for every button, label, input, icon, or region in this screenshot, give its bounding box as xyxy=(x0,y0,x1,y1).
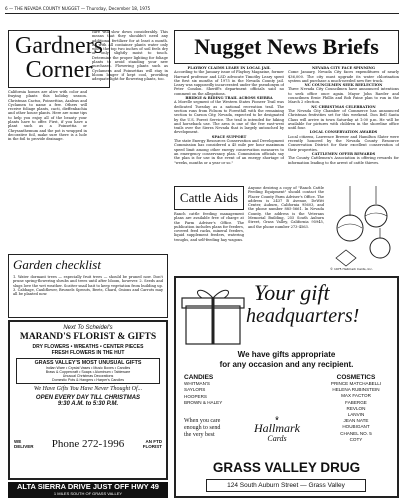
gvd-store-name: GRASS VALLEY DRUG xyxy=(212,460,361,475)
gvd-candies xyxy=(184,374,254,407)
gvd-subhead2: for any occasion and any recipient. xyxy=(219,360,354,369)
candies-item: WHITMAN'S xyxy=(184,381,210,386)
grass-valley-drug-ad xyxy=(174,276,399,498)
gardeners-corner-title-line1: Gardners xyxy=(15,33,103,59)
cosmetics-item: CHANEL NO. 5 xyxy=(340,430,372,436)
marands-gifts1: Indian Ware • Crystal Vases • Music Boxes • Candles xyxy=(45,366,131,370)
brief-5-text: Three Nevada City Councilmen have announced intentions to seek office once again. Mayor John Raeder and councilmen Ernie Phillis and Bob Paine plan to run in the March 2 election. xyxy=(288,87,399,105)
marands-tagline: We Have Gifts You Have Never Thought Of... xyxy=(33,386,143,392)
brief-2-text: A Morelle segment of the Western States Pioneer Trail was dedicated Tuesday as a national recreation trail. The section runs from Folsom to Foresthill with the remaining section to Carson City, Nevada, expected to be designated by the U.S. Forest Service. The trail is intended for hiking and horseback use. The area is one of the few east-west trails over the Sierra Nevada that is largely untouched by development. xyxy=(174,100,284,135)
candies-item: SAYLORS xyxy=(184,387,206,393)
cosmetics-item: PRINCE MATCHABELLI xyxy=(330,381,382,386)
gvd-when-line1: When you care xyxy=(184,418,221,424)
nugget-news-column2 xyxy=(288,66,399,184)
brief-8-text: The County Cattlemen's Association is offering rewards for information leading to the arrest of cattle thieves. xyxy=(288,156,399,165)
garden-checklist-box xyxy=(8,254,168,318)
gift-box-illustration xyxy=(180,284,250,348)
hallmark-cards: Cards xyxy=(267,434,287,443)
cosmetics-item: HELENA RUBINSTEIN xyxy=(332,387,380,393)
page-folio: 6 — THE NEVADA COUNTY NUGGET — Thursday, December 18, 1975 xyxy=(5,6,151,11)
garden-checklist-title: Garden checklist xyxy=(13,257,101,272)
hallmark-wordmark: Hallmark xyxy=(254,421,300,435)
brief-8-headline: CATTLEMEN OFFER REWARDS xyxy=(311,151,376,156)
brief-7-text: Local citizens, Lawrence Brewer and Hamilton Slater were recently honored by the Nevada County Resource Conservation District for their excellent conservation of their properties. xyxy=(288,134,399,152)
marands-banner-text: ALTA SIERRA DRIVE JUST OFF HWY 49 xyxy=(17,482,159,491)
brief-4-text: Come January, Nevada City faces expenditures of nearly $36,000. The city must upgrade its water chlorination system and purchase a much-needed new fire truck. xyxy=(288,70,399,83)
garden-checklist-items: 1. Water dormant trees — especially fruit trees — should be pruned now. Don't prune spring-flowering shrubs and trees until after bloom, however. 2. Seeds and slugs love the wet weather. Scatter snail bait to keep vegetation from building up. 3. Cabbage, Cauliflower, Brussels Sprouts, Beets, Chard, Onions and Carrots may all be planted now. xyxy=(13,275,163,297)
nugget-news-title-box xyxy=(174,30,399,64)
cosmetics-item: COTY xyxy=(349,436,363,442)
gardeners-corner-column1: California homes are alive with color and fraying plants this holiday season. Christmas Cactus, Poinsettias, Azaleas and Cyclamen to name a few. Others will receive foliage plants, cacti, dieffenbachia and other house plants. Here are some tips to help you enjoy all of the beauty your plants have to offer. First, if you have a plant such as a Poinsettia or Chrysanthemum and the pot is wrapped in decorative foil, make sure there is a hole in the foil to provide drainage. xyxy=(8,90,87,142)
marands-ftd: AN FTD FLORIST xyxy=(142,439,162,449)
marands-gifts3: Unusual Christmas Decorations xyxy=(62,374,114,378)
marands-hours-line2: 9:30 A.M. to 5:30 P.M. xyxy=(57,401,119,407)
brief-6-text: The Nevada City Chamber of Commerce has announced Christmas festivities set for this weekend. Don Bell Santa Claus will arrive in town Saturday at 1:00 p.m. He will be available for pictures with children in the shoreline office until four. xyxy=(288,108,399,131)
illustration-credit: © 1975 Hallmark Cards, Inc. xyxy=(330,267,373,271)
nugget-news-column1 xyxy=(174,66,284,184)
gvd-cosmetics xyxy=(316,374,396,443)
gvd-title-line1: Your gift xyxy=(254,280,330,305)
gvd-cosmetics-list xyxy=(316,381,396,443)
gvd-when-line3: the very best xyxy=(184,432,215,438)
candies-item: BROWN & HALEY xyxy=(184,400,223,406)
gvd-when-line2: enough to send xyxy=(184,425,221,431)
marands-we-deliver: WE DELIVER xyxy=(14,439,34,449)
cattle-aids-column2: Anyone desiring a copy of "Ranch Cattle Feeding Equipment" should contact the Placer County Farm Adviser's Office. The address is 2437 B Avenue, DeWitt Center, Auburn, California 95603, and the phone number 885-5661. In Nevada County, the address is the Veterans Memorial Building, 255 South Auburn Street, Grass Valley, California 95945, and the phone number 273-4563. xyxy=(248,186,324,229)
brief-1-text: According to the January issue of Playboy Magazine, former Harvard professor and LSD advocate Timothy Leary spent the first six months of 1975 in the Nevada County jail. Leary was supposedly incarcerated under the pseudonym of Peter Condon. Sheriff's department officials said no comment on the allegations. xyxy=(174,70,284,96)
marands-line2: FRESH FLOWERS IN THE HUT xyxy=(51,350,125,356)
marands-ad xyxy=(8,320,168,480)
brief-5-headline: NC COUNCILMEN SEEK REELECTION xyxy=(304,83,383,88)
marands-gifts-box xyxy=(16,358,160,384)
cosmetics-item: JEAN NATE xyxy=(343,418,369,424)
brief-7-headline: LOCAL CONSERVATION AWARDS xyxy=(309,130,378,135)
gvd-candies-heading: CANDIES xyxy=(184,374,214,381)
marands-name: MARAND'S FLORIST & GIFTS xyxy=(19,332,157,342)
gvd-candies-list xyxy=(184,381,254,407)
nugget-news-title: Nugget News Briefs xyxy=(194,34,379,59)
cosmetics-item: LANVIN xyxy=(347,412,365,418)
cattle-aids-column1: Ranch cattle feeding management plans are available free of charge at the Farm Adviser's Office. The publication includes plans for feeders, covered feed racks, mineral feeders, liquid supplement feeders, watering troughs, and self-feeding hay wagons. xyxy=(174,212,244,242)
hallmark-crown-icon: ♛ xyxy=(274,416,280,422)
cattle-aids-title: Cattle Aids xyxy=(179,190,239,205)
header-rule xyxy=(5,13,399,14)
marands-banner-sub: 1 MILES SOUTH OF GRASS VALLEY xyxy=(53,491,123,496)
gvd-cosmetics-heading: COSMETICS xyxy=(336,374,376,381)
marands-line1: DRY FLOWERS • WREATHS • CENTER PIECES xyxy=(32,344,144,350)
marands-phone: Phone 272-1996 xyxy=(51,438,125,450)
cosmetics-item: FABERGE xyxy=(345,399,367,405)
gardeners-corner-title-line2: Corner xyxy=(25,57,93,83)
marands-grass-valley: GRASS VALLEY'S MOST UNUSUAL GIFTS xyxy=(34,360,142,366)
brief-2-headline: BRIDGE & RIDING TRAIL ACROSS SIERRA xyxy=(185,96,273,101)
cattle-aids-title-box xyxy=(174,186,244,210)
brief-1-headline: PLAYBOY CLAIMS LEARY IN LOCAL JAIL xyxy=(187,66,271,70)
cosmetics-item: MAX FACTOR xyxy=(341,393,371,399)
gvd-title-line2: headquarters! xyxy=(246,305,360,327)
brief-3-headline: SPACE SUPPORT xyxy=(211,134,247,139)
candies-item: HOOPERS xyxy=(184,393,207,399)
gvd-when-you-care xyxy=(184,418,244,439)
marands-hours-line1: OPEN EVERY DAY TILL CHRISTMAS xyxy=(35,395,141,401)
hallmark-logo xyxy=(242,416,312,443)
brief-6-headline: NC CHRISTMAS CELEBRATION xyxy=(311,104,376,109)
marands-gifts2: Brass & Coppercraft • Soaps • Aluminum • Tableware xyxy=(45,370,131,374)
cosmetics-item: REVLON xyxy=(346,405,366,411)
gvd-address-box xyxy=(206,479,366,492)
marands-gifts4: Domestic Pots & Hangers • Harper's Candles xyxy=(51,378,125,382)
gvd-address: 124 South Auburn Street — Grass Valley xyxy=(227,482,345,489)
cosmetics-item: HOUBIGANT xyxy=(342,424,370,430)
brief-3-text: The state Energy Resources Conservation and Development Commission has considered a 45 mile per hour maximum speed limit among other energy conservation measures to an emergency conservancy plan. Commission officials say the plan is for use in the event of an energy shortage of "weeks, months or a year or so." xyxy=(174,139,284,165)
brief-4-headline: NEVADA CITY FACE SPINNING xyxy=(311,66,376,70)
gvd-subhead1: We have gifts appropriate xyxy=(237,350,336,359)
christmas-ornaments-illustration xyxy=(328,186,399,272)
marands-next-to: Next To Scheidel's xyxy=(63,325,113,331)
gardeners-corner-column2: care will slow down considerably. This means that they shouldn't need any additional fertilizer for at least a month. As with all container plants water only when the top two inches of soil feels dry or only slightly moist to touch. Determine the proper lighting for foliage plants to avoid standing your new purchases. Flowering plants such as Cyclamens and Poinsettias will stay in bloom longer if kept cool, providing adequate light for flowering plants, too. xyxy=(92,30,168,82)
marands-bottom-banner xyxy=(8,482,168,498)
